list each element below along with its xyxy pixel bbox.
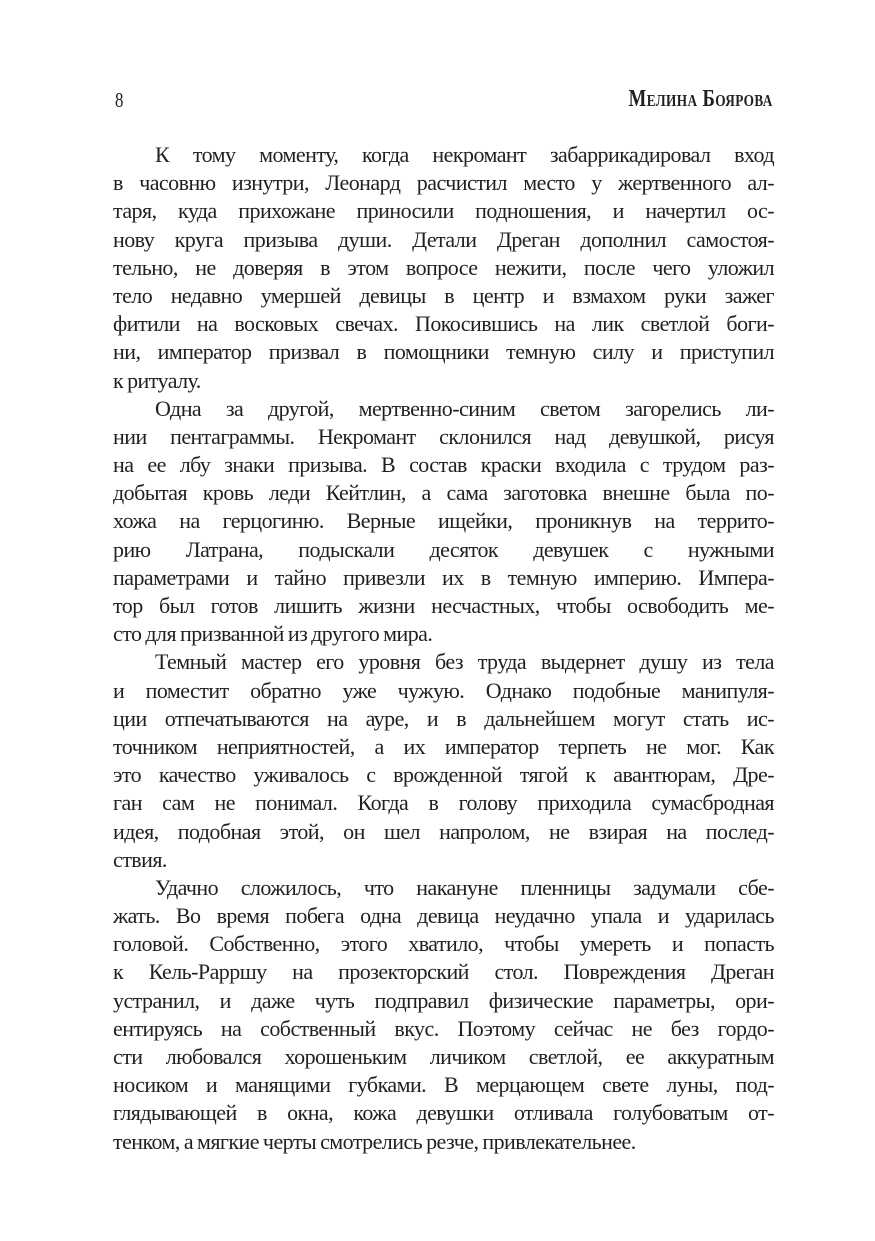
text-line: устранил, и даже чуть подправил физические параметры, ори- <box>113 987 774 1013</box>
text-line: добытая кровь леди Кейтлин, а сама заготовка внешне была по- <box>113 480 774 506</box>
paragraph <box>113 874 774 1156</box>
text-line: сто для призванной из другого мира. <box>113 621 433 647</box>
text-line: ган сам не понимал. Когда в голову приходила сумасбродная <box>113 790 774 816</box>
text-line: в часовню изнутри, Леонард расчистил место у жертвенного ал- <box>113 170 774 196</box>
paragraph <box>113 141 774 395</box>
text-line: тельно, не доверяя в этом вопросе нежити, после чего уложил <box>113 254 774 280</box>
text-line: Темный мастер его уровня без труда выдернет душу из тела <box>155 649 774 675</box>
text-line: нии пентаграммы. Некромант склонился над девушкой, рисуя <box>113 423 774 449</box>
text-line: точником неприятностей, а их император терпеть не мог. Как <box>113 733 774 759</box>
text-line: сти любовался хорошеньким личиком светлой, ее аккуратным <box>113 1044 774 1069</box>
text-line: фитили на восковых свечах. Покосившись на лик светлой боги- <box>113 311 774 337</box>
text-line: и поместит обратно уже чужую. Однако подобные манипуля- <box>113 677 774 703</box>
text-line: головой. Собственно, этого хватило, чтобы умереть и попасть <box>113 931 774 957</box>
text-line: тор был готов лишить жизни несчастных, чтобы освободить ме- <box>113 593 774 618</box>
text-line: Одна за другой, мертвенно-синим светом загорелись ли- <box>155 395 774 421</box>
text-line: К тому моменту, когда некромант забаррикадировал вход <box>155 142 774 167</box>
text-line: рию Латрана, подыскали десяток девушек с нужными <box>113 536 774 562</box>
text-line: параметрами и тайно привезли их в темную империю. Импера- <box>113 564 774 590</box>
paragraph <box>113 395 774 649</box>
body-text <box>113 141 774 1156</box>
text-line: хожа на герцогиню. Верные ищейки, проникнув на террито- <box>113 508 774 534</box>
text-line: ции отпечатываются на ауре, и в дальнейшем могут стать ис- <box>113 705 774 731</box>
text-line: ствия. <box>113 846 167 872</box>
text-line: нову круга призыва души. Детали Дреган дополнил самостоя- <box>113 226 774 252</box>
text-line: тело недавно умершей девицы в центр и взмахом руки зажег <box>113 282 774 308</box>
text-line: ентируясь на собственный вкус. Поэтому сейчас не без гордо- <box>113 1015 774 1041</box>
text-line: жать. Во время побега одна девица неудачно упала и ударилась <box>113 903 774 929</box>
text-line: ни, император призвал в помощники темную силу и приступил <box>113 339 774 365</box>
text-line: идея, подобная этой, он шел напролом, не взирая на послед- <box>113 818 774 844</box>
page-number: 8 <box>115 88 123 112</box>
text-line: это качество уживалось с врожденной тягой к авантюрам, Дре- <box>113 762 774 788</box>
text-line: к ритуалу. <box>113 367 201 393</box>
text-line: глядывающей в окна, кожа девушки отливала голубоватым от- <box>113 1100 774 1126</box>
text-line: к Кель-Рарршу на прозекторский стол. Повреждения Дреган <box>113 959 774 985</box>
text-line: Удачно сложилось, что накануне пленницы задумали сбе- <box>155 874 774 900</box>
text-line: тенком, а мягкие черты смотрелись резче, привлекательнее. <box>113 1128 636 1154</box>
text-line: носиком и манящими губками. В мерцающем свете луны, под- <box>113 1072 774 1098</box>
text-line: на ее лбу знаки призыва. В состав краски входила с трудом раз- <box>113 452 774 478</box>
text-line: таря, куда прихожане приносили подношения, и начертил ос- <box>113 198 774 224</box>
running-head-author: Мелина Боярова <box>628 86 773 112</box>
paragraph <box>113 648 774 874</box>
